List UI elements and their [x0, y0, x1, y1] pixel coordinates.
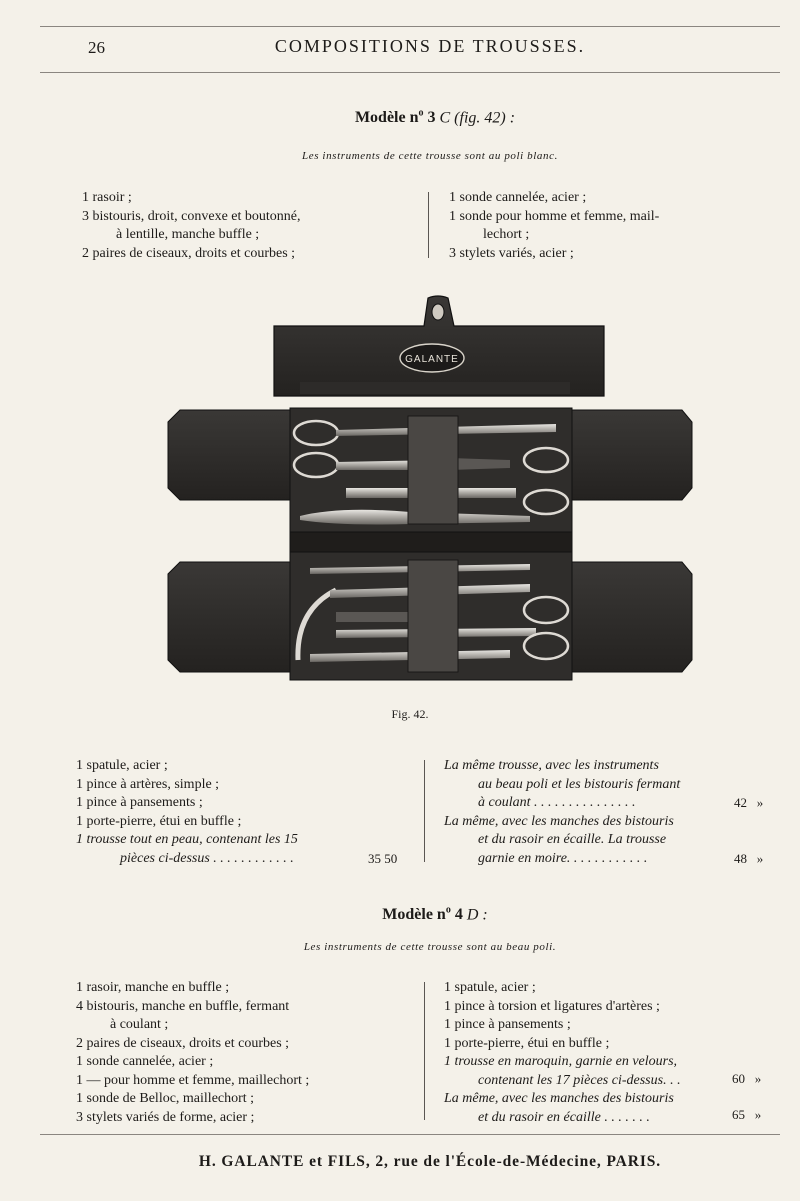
- model-4-caption: Les instruments de cette trousse sont au beau poli.: [303, 941, 557, 953]
- model-3-caption: Les instruments de cette trousse sont au poli blanc.: [302, 150, 558, 162]
- list-item: au beau poli et les bistouris fermant: [478, 776, 681, 792]
- list-item: 1 porte-pierre, étui en buffle ;: [76, 813, 242, 829]
- model-3-right-list: [449, 189, 659, 263]
- list-item: La même, avec les manches des bistouris: [444, 813, 674, 829]
- upper-strap: [408, 416, 458, 524]
- case-right-flap-bottom: [570, 562, 692, 672]
- figure-caption: Fig. 42.: [391, 707, 429, 721]
- list-item: 1 trousse en maroquin, garnie en velours,: [444, 1054, 678, 1069]
- list-item: 1 sonde pour homme et femme, mail-: [449, 208, 660, 224]
- running-title: COMPOSITIONS DE TROUSSES.: [274, 36, 586, 56]
- list-item: 1 — pour homme et femme, maillechort ;: [76, 1072, 310, 1088]
- price-65: 65 »: [732, 1107, 762, 1122]
- column-divider: [428, 192, 429, 258]
- list-item: 4 bistouris, manche en buffle, fermant: [76, 998, 290, 1014]
- brand-label: GALANTE: [405, 354, 459, 365]
- page-number: 26: [88, 38, 105, 57]
- model-3-bottom-left-list: [76, 757, 298, 868]
- list-item: 1 rasoir, manche en buffle ;: [76, 980, 230, 995]
- list-item: 3 stylets variés, acier ;: [449, 245, 574, 261]
- list-item: à coulant . . . . . . . . . . . . . . .: [478, 795, 636, 810]
- price-48: 48 »: [734, 851, 764, 866]
- list-item: 1 sonde cannelée, acier ;: [449, 190, 587, 205]
- list-item: 1 spatule, acier ;: [76, 758, 168, 773]
- model-3-title: Modèle $n^o$ 3 C (fig. 42) :: [354, 108, 516, 127]
- list-item: 1 trousse tout en peau, contenant les 15: [76, 832, 298, 847]
- list-item: 1 sonde de Belloc, maillechort ;: [76, 1091, 255, 1106]
- list-item: La même, avec les manches des bistouris: [444, 1091, 674, 1106]
- list-item: 1 spatule, acier ;: [444, 980, 536, 995]
- model-4-right-list: [444, 979, 681, 1127]
- list-item: 1 pince à torsion et ligatures d'artères ;: [444, 998, 660, 1014]
- list-item: à lentille, manche buffle ;: [116, 227, 260, 242]
- list-item: 2 paires de ciseaux, droits et courbes ;: [82, 245, 296, 261]
- publisher-footer: H. GALANTE et FILS, 2, rue de l'École-de-Médecine, PARIS.: [198, 1153, 662, 1170]
- price-42: 42 »: [734, 795, 764, 810]
- price-60: 60 »: [732, 1071, 762, 1086]
- footer-rule: [40, 1134, 780, 1135]
- list-item: garnie en moire. . . . . . . . . . . .: [478, 850, 648, 866]
- case-left-flap-bottom: [168, 562, 290, 672]
- instrument-case-figure: [160, 290, 700, 690]
- model-4-title: Modèle $n^o$ 4 D :: [382, 905, 488, 924]
- model-3-left-list: [82, 189, 301, 263]
- header-rule: [40, 72, 780, 73]
- list-item: 1 pince à pansements ;: [76, 795, 203, 810]
- list-item: 1 sonde cannelée, acier ;: [76, 1054, 214, 1069]
- list-item: 1 rasoir ;: [82, 190, 132, 205]
- list-item: 3 bistouris, droit, convexe et boutonné,: [82, 208, 301, 224]
- list-item: La même trousse, avec les instruments: [444, 758, 659, 773]
- list-item: 1 porte-pierre, étui en buffle ;: [444, 1035, 610, 1051]
- list-item: contenant les 17 pièces ci-dessus. . .: [478, 1072, 681, 1088]
- column-divider: [424, 982, 425, 1120]
- list-item: pièces ci-dessus . . . . . . . . . . . .: [120, 850, 294, 866]
- model-3-bottom-right-list: [444, 757, 680, 868]
- case-right-flap-top: [570, 410, 692, 500]
- top-rule: [40, 26, 780, 27]
- list-item: et du rasoir en écaille. La trousse: [478, 832, 667, 847]
- case-left-flap-top: [168, 410, 290, 500]
- lower-strap: [408, 560, 458, 672]
- list-item: lechort ;: [483, 227, 530, 242]
- list-item: 1 pince à pansements ;: [444, 1017, 571, 1032]
- strap-loop: [432, 304, 444, 320]
- list-item: et du rasoir en écaille . . . . . . .: [478, 1109, 650, 1125]
- list-item: 2 paires de ciseaux, droits et courbes ;: [76, 1035, 290, 1051]
- model-4-left-list: [76, 979, 309, 1127]
- column-divider: [424, 760, 425, 862]
- list-item: 3 stylets variés de forme, acier ;: [76, 1109, 255, 1125]
- price-35-50: 35 50: [368, 851, 398, 866]
- list-item: 1 pince à artères, simple ;: [76, 776, 220, 792]
- list-item: à coulant ;: [110, 1017, 169, 1032]
